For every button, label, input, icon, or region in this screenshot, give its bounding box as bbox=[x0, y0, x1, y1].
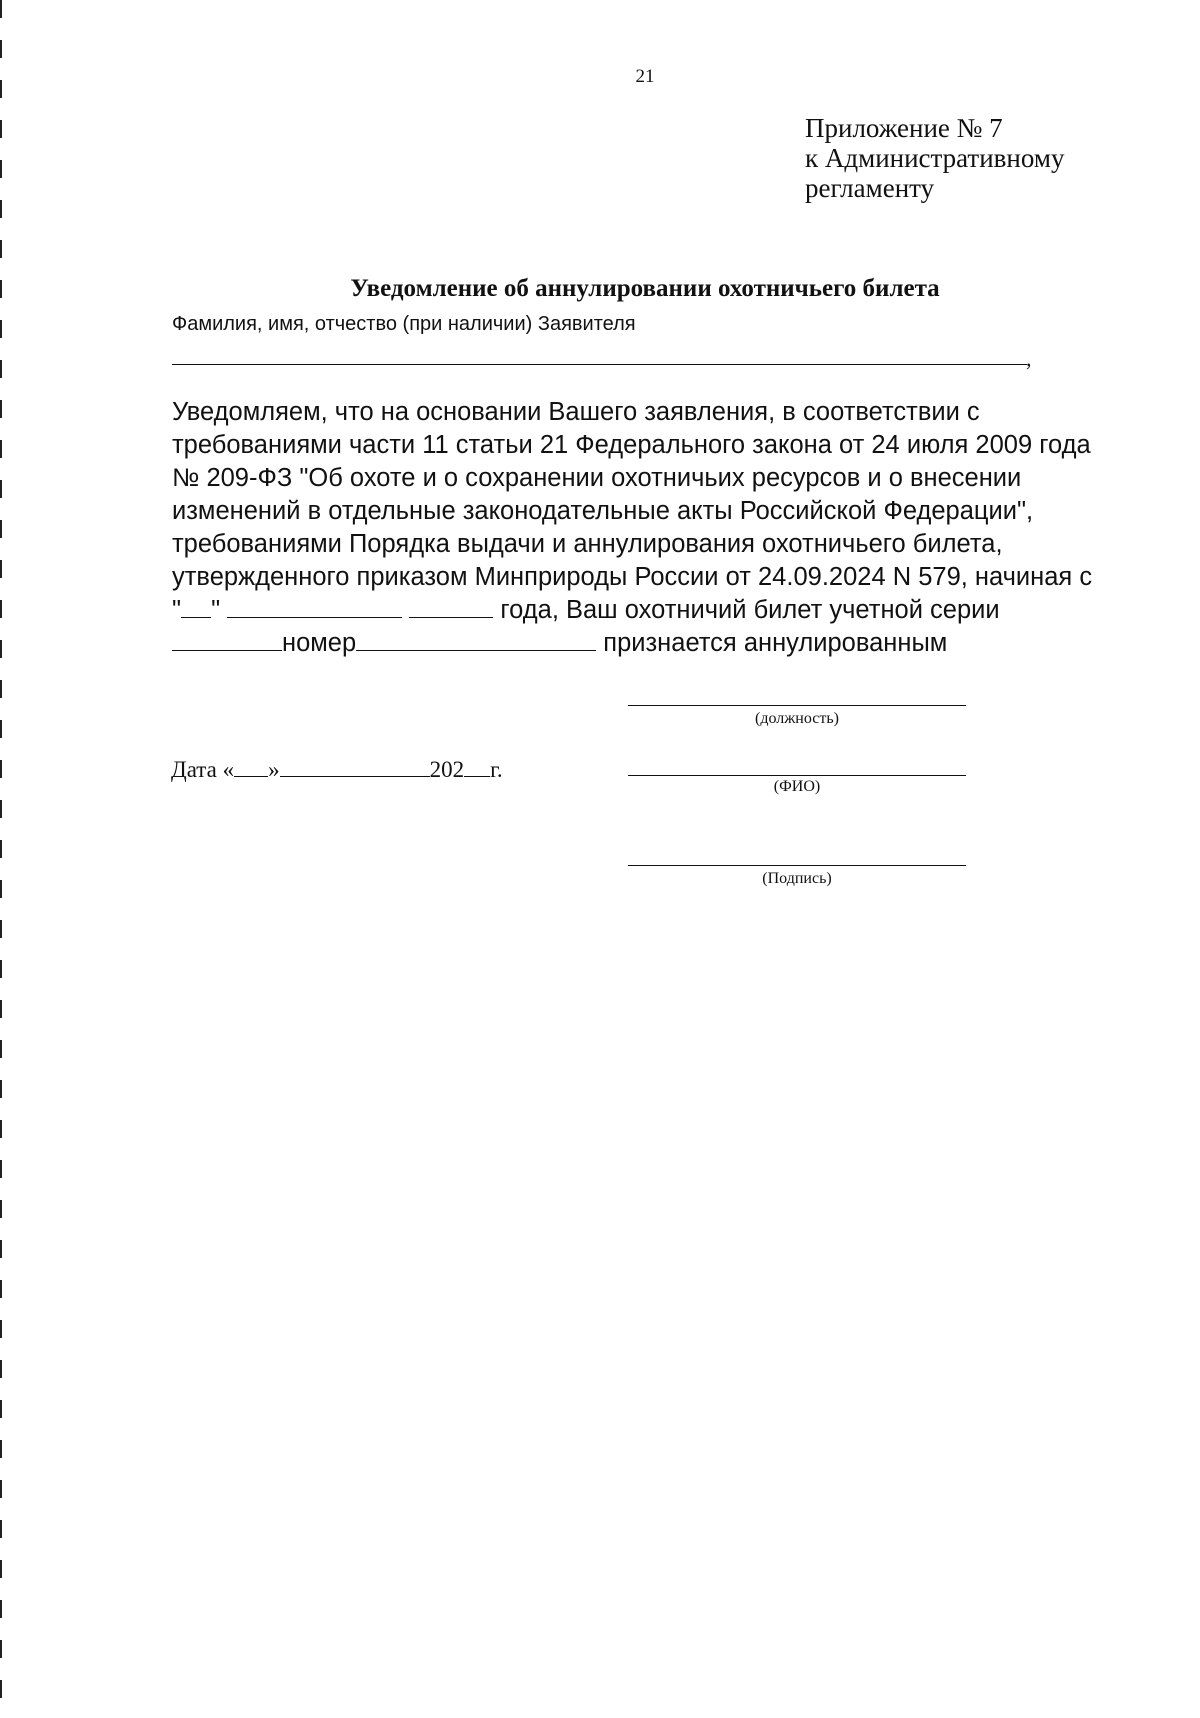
name-line bbox=[628, 775, 966, 776]
applicant-comma: , bbox=[1026, 346, 1032, 371]
appendix-line: к Административному bbox=[805, 143, 1065, 173]
date-year-blank bbox=[464, 756, 490, 777]
date-year-suffix: г. bbox=[490, 757, 503, 782]
applicant-name-blank bbox=[172, 364, 1027, 365]
body-line-date bbox=[172, 594, 1132, 627]
signature-caption: (Подпись) bbox=[762, 870, 832, 887]
number-blank bbox=[356, 628, 596, 651]
body-line-date-text: года, Ваш охотничий билет учетной серии bbox=[493, 596, 1000, 624]
month-blank bbox=[227, 595, 402, 618]
date-month-blank bbox=[280, 756, 430, 777]
quote-open: " bbox=[172, 596, 182, 624]
position-caption: (должность) bbox=[755, 710, 839, 727]
body-line-number bbox=[172, 627, 1132, 660]
date-close-quote: » bbox=[268, 757, 280, 782]
body-line: изменений в отдельные законодательные акты Российской Федерации", bbox=[172, 497, 1034, 525]
date-day-blank bbox=[234, 756, 268, 777]
position-line bbox=[628, 705, 966, 706]
year-blank bbox=[409, 595, 493, 618]
body-line: требованиями Порядка выдачи и аннулирования охотничьего билета, bbox=[172, 530, 1003, 558]
name-caption: (ФИО) bbox=[773, 778, 821, 795]
body-line: требованиями части 11 статьи 21 Федерального закона от 24 июля 2009 года bbox=[172, 431, 1091, 459]
body-line: утвержденного приказом Минприроды России от 24.09.2024 N 579, начиная с bbox=[172, 563, 1093, 591]
appendix-header bbox=[805, 113, 1064, 203]
day-blank bbox=[181, 595, 211, 618]
quote-close: " bbox=[211, 596, 221, 624]
document-title: Уведомление об аннулировании охотничьего билета bbox=[350, 275, 940, 302]
number-label: номер bbox=[282, 629, 357, 657]
notification-body bbox=[172, 396, 1132, 660]
body-line: № 209-ФЗ "Об охоте и о сохранении охотничьих ресурсов и о внесении bbox=[172, 464, 1022, 492]
applicant-label: Фамилия, имя, отчество (при наличии) Заявителя bbox=[172, 313, 636, 335]
series-blank bbox=[172, 628, 282, 651]
page-number: 21 bbox=[635, 66, 655, 87]
date-year-prefix: 202 bbox=[429, 757, 465, 782]
date-row bbox=[171, 756, 503, 783]
signature-line bbox=[628, 865, 966, 866]
appendix-line: регламенту bbox=[805, 173, 935, 203]
body-line: Уведомляем, что на основании Вашего заявления, в соответствии с bbox=[172, 398, 980, 426]
date-label: Дата « bbox=[171, 757, 235, 782]
body-line-number-text: признается аннулированным bbox=[596, 629, 948, 657]
appendix-line: Приложение № 7 bbox=[805, 113, 1003, 143]
scan-left-edge bbox=[0, 0, 2, 1718]
